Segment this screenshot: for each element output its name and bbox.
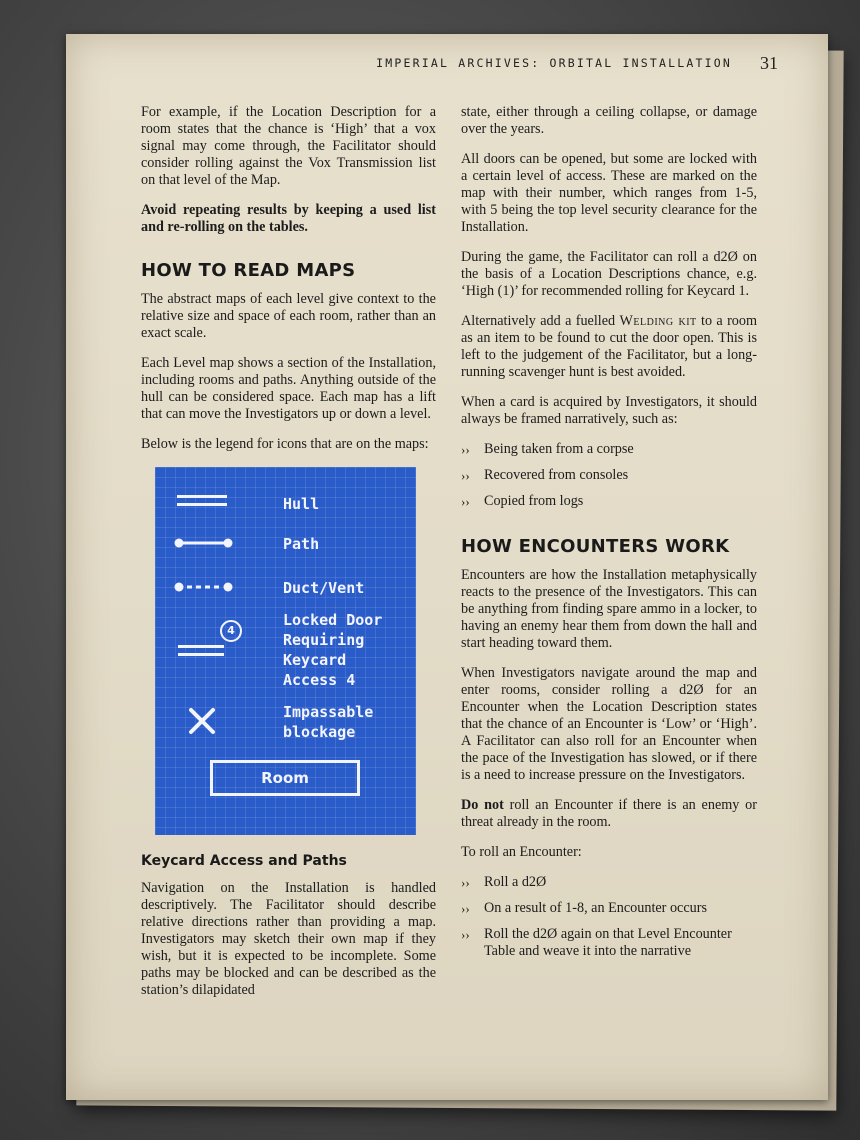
paragraph: Navigation on the Installation is handled descriptively. The Facilitator should describe relative directions rather than providing a map. Investigators may sketch their own map if they wish, but it is expected to be incomplete. Some paths may be blocked and can be described as the station’s dilapidated <box>141 880 436 998</box>
heading-keycard-access: Keycard Access and Paths <box>141 853 347 869</box>
page-number: 31 <box>760 53 778 73</box>
bold-note: Avoid repeating results by keeping a used list and re-rolling on the tables. <box>141 202 436 235</box>
paragraph: When a card is acquired by Investigators, it should always be framed narratively, such as: <box>461 394 757 427</box>
list-item: ›› Recovered from consoles <box>461 467 629 483</box>
legend-label-duct: Duct/Vent <box>283 579 365 597</box>
paragraph: To roll an Encounter: <box>461 844 582 860</box>
paragraph: Each Level map shows a section of the Installation, including rooms and paths. Anything outside of the hull can be considered space. Each map has a lift that can move the Investigators up or down a level. <box>141 355 436 422</box>
left-column <box>141 104 436 1012</box>
right-column <box>461 104 757 973</box>
locked-door-icon <box>175 617 265 667</box>
bullet-chevron-icon: ›› <box>461 468 470 483</box>
keycard-level-badge: 4 <box>220 620 242 642</box>
legend-label-locked-door: Locked Door Requiring Keycard Access 4 <box>283 611 383 689</box>
legend-label-hull: Hull <box>283 495 320 513</box>
paragraph: During the game, the Facilitator can roll a d2Ø on the basis of a Location Descriptions chance, e.g. ‘High (1)’ for recommended rolling for Keycard 1. <box>461 249 757 299</box>
paragraph: Encounters are how the Installation metaphysically reacts to the presence of the Investigators. This can be anything from finding spare ammo in a locker, to having an enemy hear them from down the hall and start heading toward them. <box>461 567 757 651</box>
legend-label-path: Path <box>283 535 320 553</box>
keycard-sources-list <box>461 441 757 510</box>
paragraph: When Investigators navigate around the map and enter rooms, consider rolling a d2Ø for an Encounter when the Location Description states that the chance of an Encounter is ‘Low’ or ‘High’. A Facilitator can also roll for an Encounter when the pace of the Investigation has slowed, or if there is a need to increase pressure on the Investigators. <box>461 665 757 783</box>
room-icon: Room <box>210 760 360 796</box>
hull-icon <box>177 493 229 509</box>
book-page <box>66 34 828 1100</box>
paragraph: The abstract maps of each level give context to the relative size and space of each room, rather than an exact scale. <box>141 291 436 341</box>
legend-label-blockage: Impassable blockage <box>283 703 374 741</box>
bullet-chevron-icon: ›› <box>461 901 470 916</box>
map-legend <box>155 467 416 835</box>
blockage-icon <box>188 707 216 735</box>
paragraph-welding-kit: Alternatively add a fuelled Welding kit to a room as an item to be found to cut the door open. This is left to the judgement of the Facilitator, but a long-running scavenger hunt is best avoided. <box>461 313 758 380</box>
path-icon <box>173 535 235 551</box>
duct-icon <box>173 579 235 595</box>
paragraph: Below is the legend for icons that are on the maps: <box>141 436 429 452</box>
bullet-chevron-icon: ›› <box>461 927 470 942</box>
heading-how-encounters-work: HOW ENCOUNTERS WORK <box>461 536 730 557</box>
encounter-steps-list <box>461 874 757 960</box>
list-item: ›› On a result of 1-8, an Encounter occurs <box>461 900 707 916</box>
bullet-chevron-icon: ›› <box>461 494 470 509</box>
bullet-chevron-icon: ›› <box>461 875 470 890</box>
paragraph: Do not roll an Encounter if there is an enemy or threat already in the room. <box>461 797 757 830</box>
paragraph: For example, if the Location Description for a room states that the chance is ‘High’ that a vox signal may come through, the Facilitator should consider rolling against the Vox Transmission list on that level of the Map. <box>141 104 436 188</box>
paragraph: All doors can be opened, but some are locked with a certain level of access. These are marked on the map with their number, which ranges from 1-5, with 5 being the top level security clearance for the Installation. <box>461 151 757 235</box>
bullet-chevron-icon: ›› <box>461 442 470 457</box>
welding-kit-item: Welding kit <box>619 313 697 329</box>
list-item: ›› Copied from logs <box>461 493 584 509</box>
running-header: IMPERIAL ARCHIVES: ORBITAL INSTALLATION <box>376 56 732 70</box>
heading-how-to-read-maps: HOW TO READ MAPS <box>141 260 356 281</box>
list-item: ›› Roll a d2Ø <box>461 874 547 890</box>
paragraph: state, either through a ceiling collapse, or damage over the years. <box>461 104 757 137</box>
list-item: ›› Roll the d2Ø again on that Level Encounter Table and weave it into the narrative <box>461 926 732 959</box>
list-item: ›› Being taken from a corpse <box>461 441 634 457</box>
